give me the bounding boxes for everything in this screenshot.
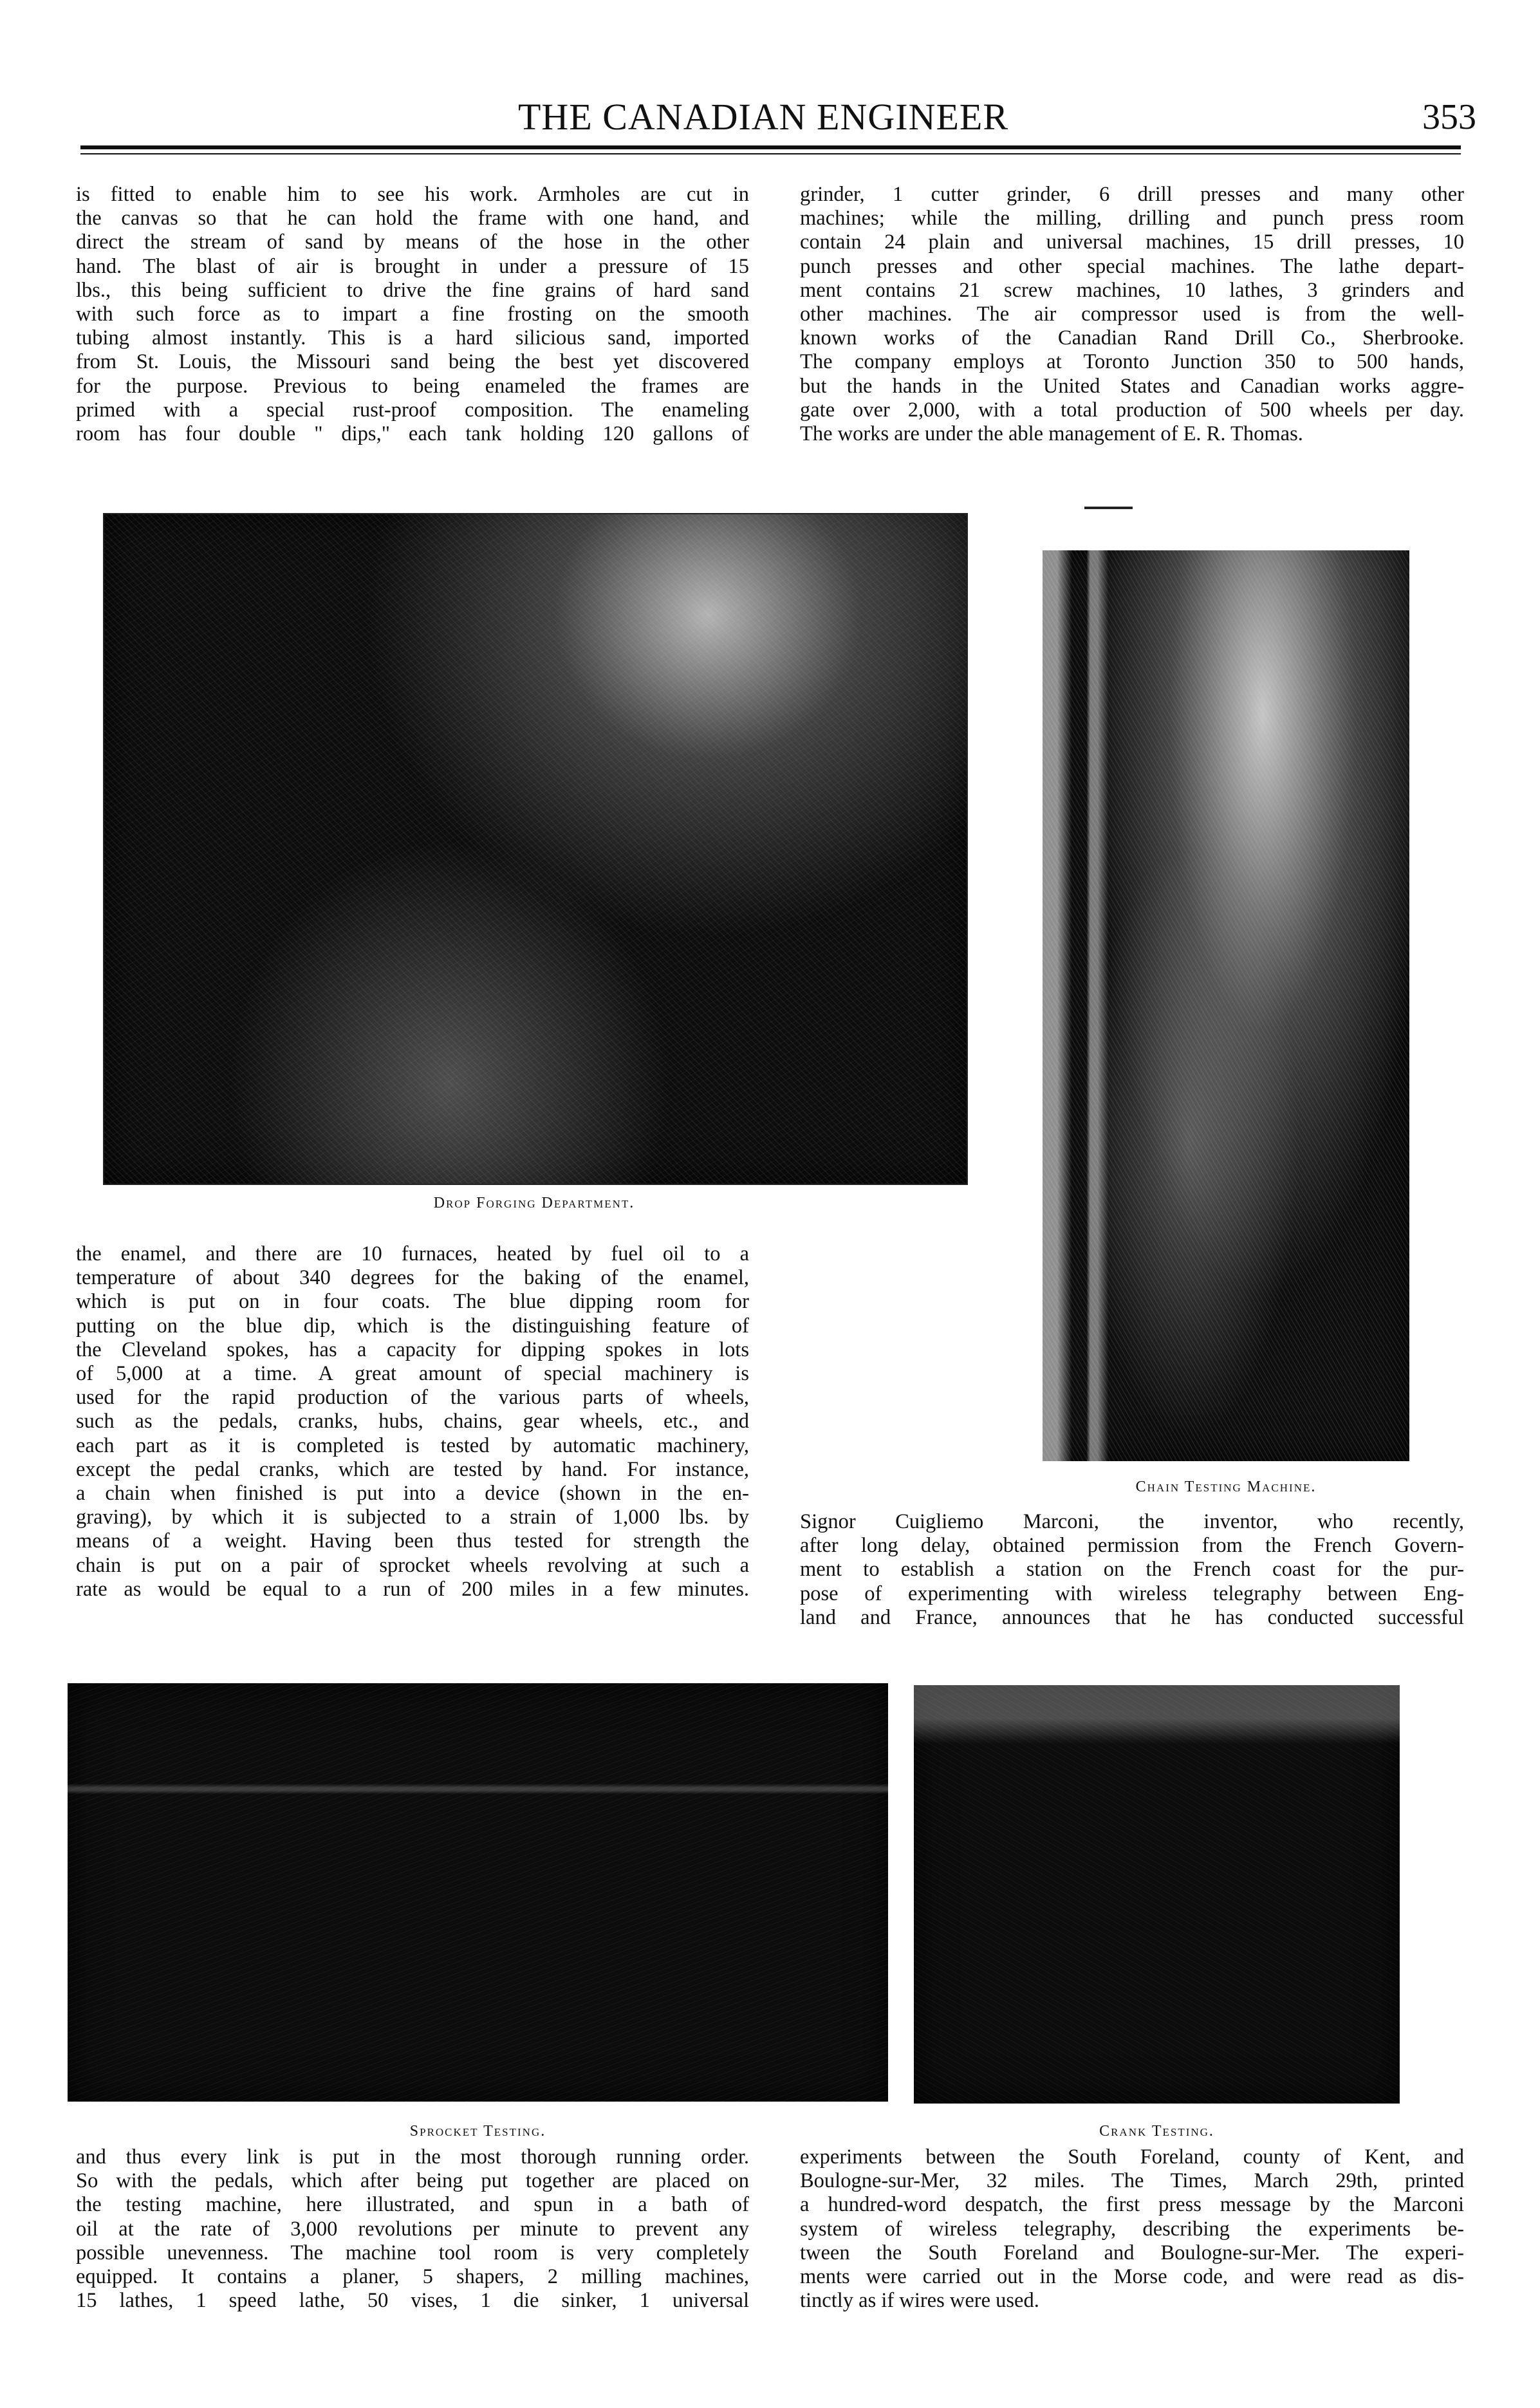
text-line: of 5,000 at a time. A great amount of special machinery is: [76, 1362, 749, 1386]
text-line: experiments between the South Foreland, county of Kent, and: [800, 2145, 1464, 2169]
text-line: temperature of about 340 degrees for the baking of the enamel,: [76, 1266, 749, 1290]
text-line: punch presses and other special machines. The lathe depart-: [800, 254, 1464, 278]
text-line: grinder, 1 cutter grinder, 6 drill presses and many other: [800, 183, 1464, 206]
text-line: equipped. It contains a planer, 5 shapers, 2 milling machines,: [76, 2265, 749, 2289]
text-line: for the purpose. Previous to being enameled the frames are: [76, 374, 749, 398]
text-line: The company employs at Toronto Junction 350 to 500 hands,: [800, 350, 1464, 374]
chain-testing-photo: [1043, 550, 1409, 1461]
text-line: room has four double " dips," each tank holding 120 gallons of: [76, 422, 749, 446]
text-line: land and France, announces that he has conducted successful: [800, 1605, 1464, 1629]
page-number: 353: [1422, 97, 1476, 137]
section-short-rule: [1084, 507, 1133, 509]
text-line: possible unevenness. The machine tool room is very completely: [76, 2241, 749, 2264]
text-line: and thus every link is put in the most thorough running order.: [76, 2145, 749, 2169]
text-line: chain is put on a pair of sprocket wheels revolving at such a: [76, 1553, 749, 1577]
header-rule-thick: [80, 145, 1461, 149]
caption-crank-testing: Crank Testing.: [1099, 2123, 1214, 2140]
text-line: ment contains 21 screw machines, 10 lathes, 3 grinders and: [800, 278, 1464, 302]
left-column-middle-text: [76, 1242, 749, 1601]
text-line: except the pedal cranks, which are tested by hand. For instance,: [76, 1457, 749, 1481]
text-line: after long delay, obtained permission from the French Govern-: [800, 1534, 1464, 1558]
text-line: 15 lathes, 1 speed lathe, 50 vises, 1 die sinker, 1 universal: [76, 2289, 749, 2313]
text-line: each part as it is completed is tested by automatic machinery,: [76, 1433, 749, 1457]
running-header-title: THE CANADIAN ENGINEER: [518, 96, 1009, 138]
text-line: ment to establish a station on the French coast for the pur-: [800, 1558, 1464, 1582]
text-line: system of wireless telegraphy, describing the experiments be-: [800, 2217, 1464, 2241]
text-line: is fitted to enable him to see his work. Armholes are cut in: [76, 183, 749, 206]
text-line: rate as would be equal to a run of 200 miles in a few minutes.: [76, 1577, 749, 1601]
text-line: but the hands in the United States and Canadian works aggre-: [800, 374, 1464, 398]
text-line: direct the stream of sand by means of the hose in the other: [76, 230, 749, 254]
text-line: the testing machine, here illustrated, and spun in a bath of: [76, 2193, 749, 2217]
text-line: with such force as to impart a fine frosting on the smooth: [76, 303, 749, 326]
text-line: other machines. The air compressor used is from the well-: [800, 303, 1464, 326]
caption-sprocket-testing: Sprocket Testing.: [409, 2123, 546, 2140]
text-line: used for the rapid production of the various parts of wheels,: [76, 1386, 749, 1410]
text-line: hand. The blast of air is brought in under a pressure of 15: [76, 254, 749, 278]
text-line: which is put on in four coats. The blue dipping room for: [76, 1290, 749, 1314]
right-column-bottom-text: [800, 2145, 1464, 2313]
text-line: putting on the blue dip, which is the distinguishing feature of: [76, 1314, 749, 1338]
text-line: primed with a special rust-proof composition. The enameling: [76, 398, 749, 422]
text-line: tinctly as if wires were used.: [800, 2289, 1039, 2313]
header-rule-thin: [80, 153, 1461, 154]
caption-chain-testing: Chain Testing Machine.: [1135, 1479, 1317, 1495]
text-line: So with the pedals, which after being put together are placed on: [76, 2169, 749, 2193]
left-column-bottom-text: [76, 2145, 749, 2313]
text-line: tubing almost instantly. This is a hard silicious sand, imported: [76, 326, 749, 350]
text-line: The works are under the able management of E. R. Thomas.: [800, 422, 1303, 446]
text-line: contain 24 plain and universal machines, 15 drill presses, 10: [800, 230, 1464, 254]
text-line: machines; while the milling, drilling and punch press room: [800, 207, 1464, 230]
text-line: known works of the Canadian Rand Drill Co., Sherbrooke.: [800, 326, 1464, 350]
text-line: pose of experimenting with wireless telegraphy between Eng-: [800, 1582, 1464, 1605]
text-line: lbs., this being sufficient to drive the fine grains of hard sand: [76, 278, 749, 302]
text-line: tween the South Foreland and Boulogne-sur-Mer. The experi-: [800, 2241, 1464, 2264]
text-line: graving), by which it is subjected to a strain of 1,000 lbs. by: [76, 1506, 749, 1529]
text-line: ments were carried out in the Morse code, and were read as dis-: [800, 2265, 1464, 2289]
text-line: means of a weight. Having been thus tested for strength the: [76, 1529, 749, 1553]
text-line: oil at the rate of 3,000 revolutions per minute to prevent any: [76, 2217, 749, 2241]
text-line: Boulogne-sur-Mer, 32 miles. The Times, March 29th, printed: [800, 2169, 1464, 2193]
right-column-top-text: [800, 183, 1464, 446]
text-line: a hundred-word despatch, the first press message by the Marconi: [800, 2193, 1464, 2217]
sprocket-testing-photo: [68, 1683, 888, 2102]
crank-testing-photo: [914, 1685, 1400, 2104]
text-line: the enamel, and there are 10 furnaces, heated by fuel oil to a: [76, 1242, 749, 1265]
text-line: such as the pedals, cranks, hubs, chains, gear wheels, etc., and: [76, 1410, 749, 1433]
drop-forging-photo: [103, 513, 968, 1185]
text-line: the canvas so that he can hold the frame with one hand, and: [76, 207, 749, 230]
text-line: Signor Cuigliemo Marconi, the inventor, who recently,: [800, 1510, 1464, 1533]
text-line: the Cleveland spokes, has a capacity for dipping spokes in lots: [76, 1338, 749, 1361]
text-line: a chain when finished is put into a device (shown in the en-: [76, 1482, 749, 1506]
left-column-top-text: [76, 183, 749, 446]
text-line: gate over 2,000, with a total production of 500 wheels per day.: [800, 398, 1464, 422]
caption-drop-forging: Drop Forging Department.: [433, 1195, 635, 1211]
right-column-middle-text: [800, 1510, 1464, 1630]
text-line: from St. Louis, the Missouri sand being the best yet discovered: [76, 350, 749, 374]
